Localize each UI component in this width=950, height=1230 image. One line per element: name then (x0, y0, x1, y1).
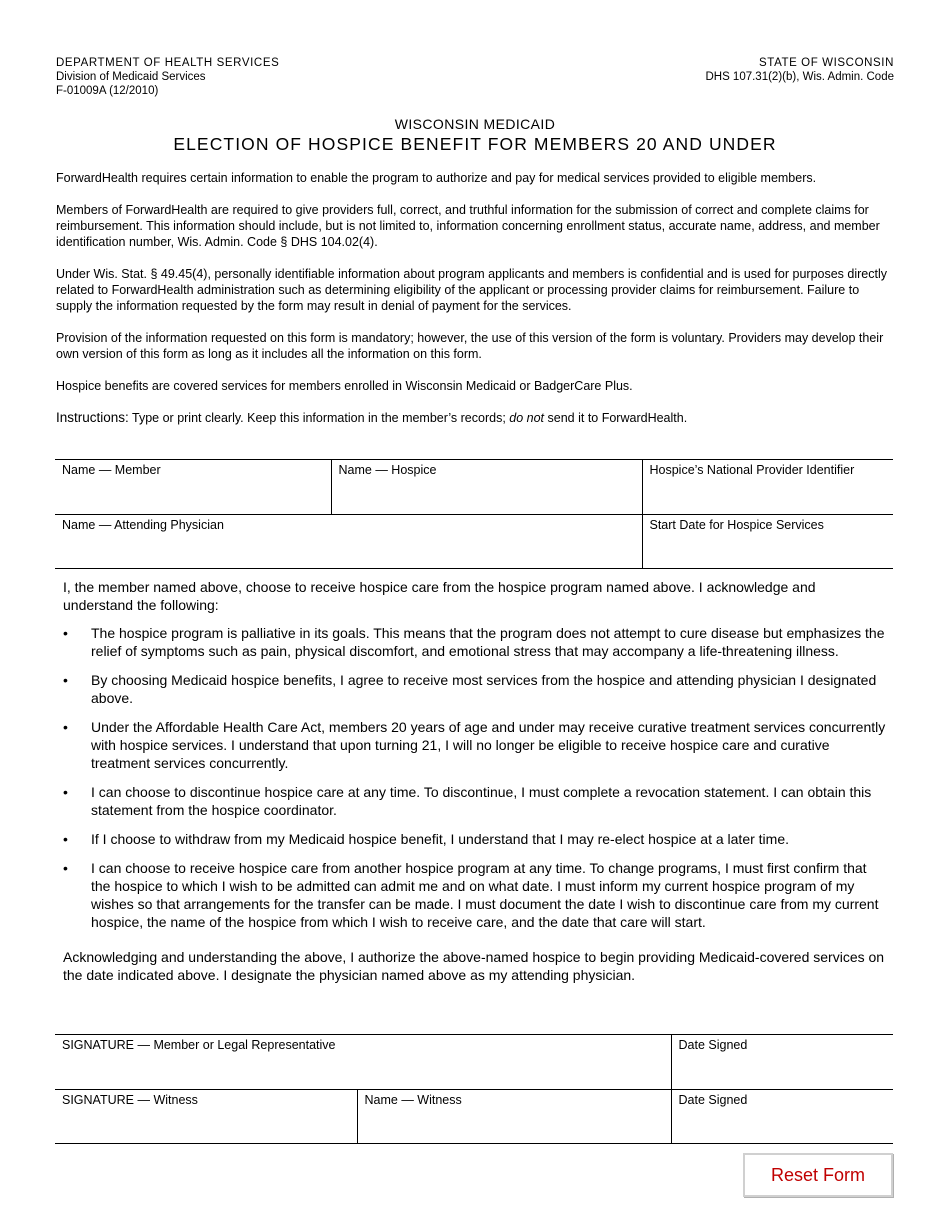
acknowledgment-item-text: Under the Affordable Health Care Act, members 20 years of age and under may receive curative treatment services concurrently with hospice services. I understand that upon turning 21, I will no longer be eligible to receive hospice care and curative treatment services concurrently. (91, 719, 886, 771)
bullet: • (63, 719, 68, 735)
acknowledgment-item (63, 830, 889, 848)
acknowledgment-item (63, 718, 889, 772)
bullet: • (63, 784, 68, 800)
member-signature-label: SIGNATURE — Member or Legal Representative (62, 1038, 336, 1052)
start-date-label: Start Date for Hospice Services (649, 518, 824, 532)
attending-physician-label: Name — Attending Physician (62, 518, 224, 532)
department-name: DEPARTMENT OF HEALTH SERVICES (56, 57, 280, 69)
member-info-table (55, 459, 893, 569)
bullet: • (63, 831, 68, 847)
hospice-npi-field[interactable] (642, 460, 893, 515)
member-name-field[interactable] (55, 460, 331, 515)
start-date-field[interactable] (642, 515, 893, 569)
form-number: F-01009A (12/2010) (56, 85, 159, 97)
instructions-emphasis: do not (509, 411, 545, 425)
header-right (705, 56, 894, 84)
witness-signature-label: SIGNATURE — Witness (62, 1093, 198, 1107)
hospice-name-label: Name — Hospice (338, 463, 437, 477)
division-name: Division of Medicaid Services (56, 71, 206, 83)
instructions (56, 410, 894, 426)
instructions-text: Type or print clearly. Keep this information in the member’s records; (128, 411, 510, 425)
bullet: • (63, 860, 68, 876)
member-name-label: Name — Member (62, 463, 161, 477)
witness-name-label: Name — Witness (364, 1093, 462, 1107)
instructions-label: Instructions: (56, 410, 129, 425)
acknowledgment-final: Acknowledging and understanding the above, I authorize the above-named hospice to begin providing Medicaid-covered services on the date indicated above. I designate the physician named above as my attending physician. (63, 949, 885, 983)
acknowledgment-item-text: If I choose to withdraw from my Medicaid hospice benefit, I understand that I may re-elect hospice at a later time. (91, 831, 789, 847)
intro-paragraph: Hospice benefits are covered services for members enrolled in Wisconsin Medicaid or BadgerCare Plus. (56, 379, 633, 393)
acknowledgment-intro: I, the member named above, choose to receive hospice care from the hospice program named above. I acknowledge and understand the following: (63, 579, 816, 613)
date-signed-member-label: Date Signed (678, 1038, 748, 1052)
acknowledgment-item-text: I can choose to receive hospice care from another hospice program at any time. To change programs, I must first confirm that the hospice to which I wish to be admitted can admit me and on what date. I must inform my current hospice program of my wishes so that arrangements for the transfer can be made. I must document the date I wish to discontinue care from my current hospice, the name of the hospice from which I wish to receive care, and the date that care will start. (91, 860, 879, 930)
reset-form-button[interactable]: Reset Form (743, 1153, 893, 1197)
hospice-npi-label: Hospice’s National Provider Identifier (649, 463, 855, 477)
witness-name-field[interactable] (357, 1090, 671, 1144)
acknowledgment-item (63, 671, 889, 707)
intro-paragraph: Under Wis. Stat. § 49.45(4), personally identifiable information about program applicants and members is confidential and is used for purposes directly related to ForwardHealth administration such as determining eligibility of the applicant or processing provider claims for reimbursement. Failure to supply the information requested by the form may result in denial of payment for the services. (56, 267, 887, 313)
hospice-name-field[interactable] (331, 460, 642, 515)
signature-table (55, 1034, 893, 1144)
acknowledgment-item (63, 624, 889, 660)
form-title-block (0, 115, 950, 155)
acknowledgment-item-text: The hospice program is palliative in its goals. This means that the program does not attempt to cure disease but emphasizes the relief of symptoms such as pain, physical discomfort, and emotional stress that may accompany a life-threatening illness. (91, 625, 885, 659)
header-left (56, 56, 279, 98)
acknowledgment-item-text: By choosing Medicaid hospice benefits, I agree to receive most services from the hospice and attending physician I designated above. (91, 672, 877, 706)
acknowledgment-section (63, 578, 889, 984)
acknowledgment-item (63, 859, 889, 931)
intro-section (56, 170, 894, 442)
form-title: ELECTION OF HOSPICE BENEFIT FOR MEMBERS 20 AND UNDER (173, 134, 777, 154)
instructions-text-end: send it to ForwardHealth. (544, 411, 688, 425)
witness-signature-field[interactable] (55, 1090, 357, 1144)
intro-paragraph: ForwardHealth requires certain information to enable the program to authorize and pay for medical services provided to eligible members. (56, 171, 817, 185)
attending-physician-field[interactable] (55, 515, 642, 569)
acknowledgment-item-text: I can choose to discontinue hospice care at any time. To discontinue, I must complete a revocation statement. I can obtain this statement from the hospice coordinator. (91, 784, 872, 818)
date-signed-member-field[interactable] (671, 1035, 893, 1090)
member-signature-field[interactable] (55, 1035, 671, 1090)
intro-paragraph: Members of ForwardHealth are required to give providers full, correct, and truthful information for the submission of correct and complete claims for reimbursement. This information should include, but is not limited to, information concerning enrollment status, accurate name, address, and member identification number, Wis. Admin. Code § DHS 104.02(4). (56, 203, 880, 249)
program-name: WISCONSIN MEDICAID (394, 116, 556, 132)
acknowledgment-item (63, 783, 889, 819)
bullet: • (63, 625, 68, 641)
intro-paragraph: Provision of the information requested on this form is mandatory; however, the use of this version of the form is voluntary. Providers may develop their own version of this form as long as it includes all the information on this form. (56, 331, 884, 361)
date-signed-witness-field[interactable] (671, 1090, 893, 1144)
date-signed-witness-label: Date Signed (678, 1093, 748, 1107)
state-name: STATE OF WISCONSIN (759, 57, 894, 69)
bullet: • (63, 672, 68, 688)
acknowledgment-list (63, 624, 889, 931)
code-reference: DHS 107.31(2)(b), Wis. Admin. Code (705, 71, 894, 83)
